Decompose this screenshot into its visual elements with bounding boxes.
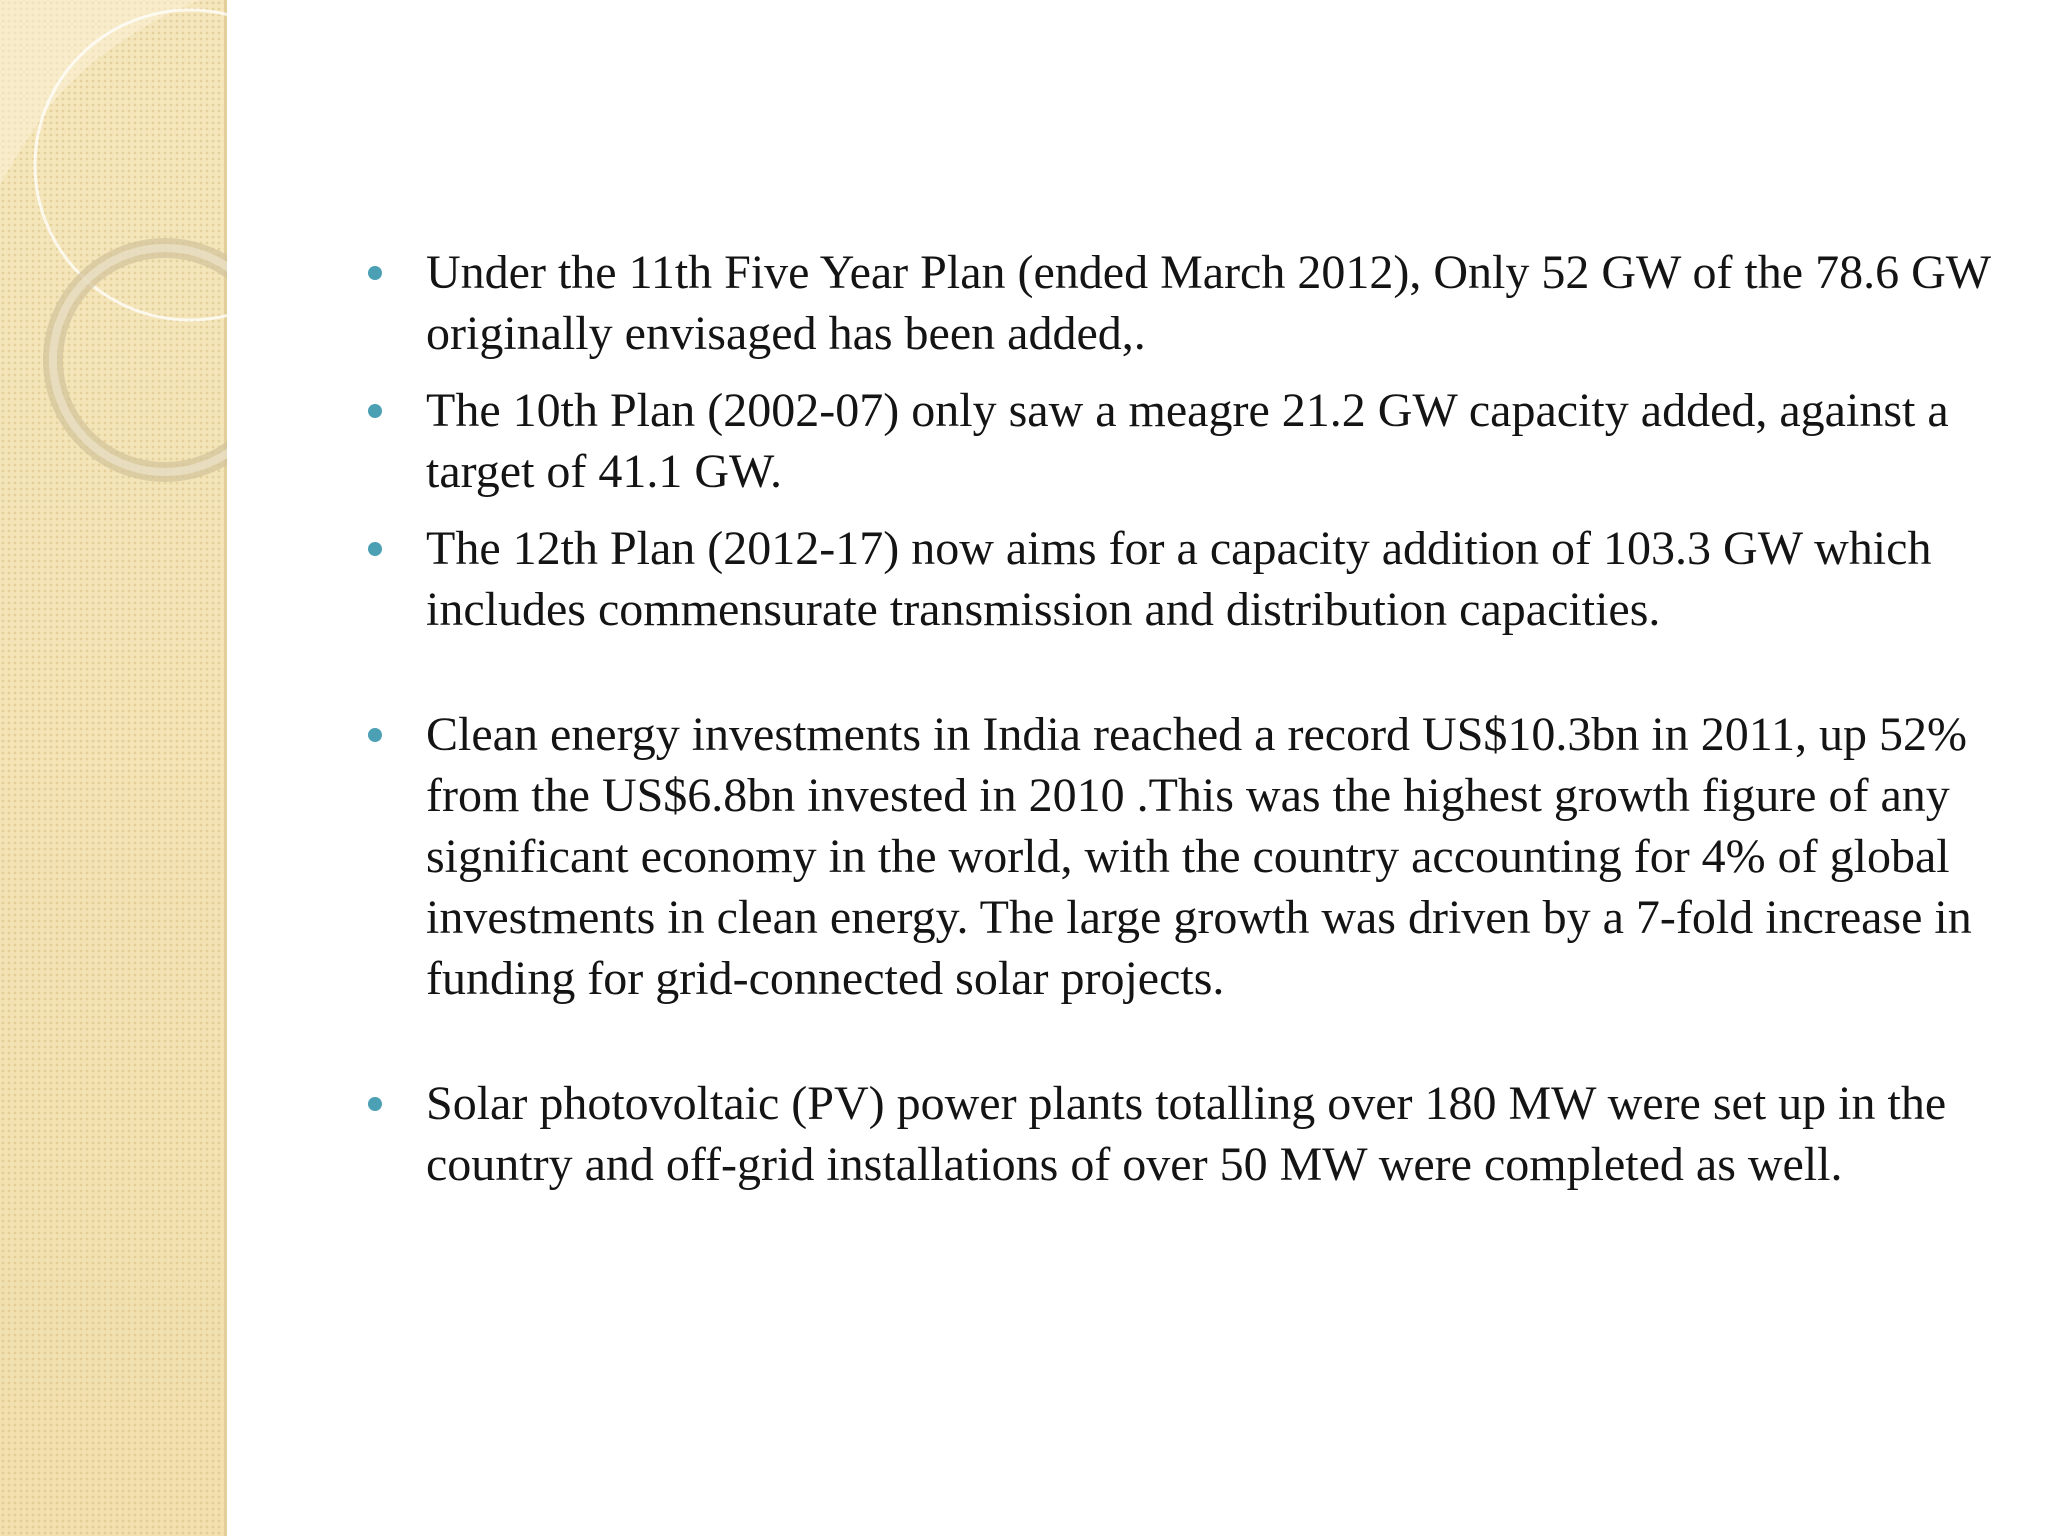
bullet-text: The 10th Plan (2002-07) only saw a meagre 21.2 GW capacity added, against a target of 41.1 GW. bbox=[426, 384, 1949, 498]
bullet-item bbox=[360, 518, 2000, 640]
decorative-thick-ring bbox=[53, 248, 227, 472]
bullet-text: Solar photovoltaic (PV) power plants totalling over 180 MW were set up in the country and off-grid installations of over 50 MW were completed as well. bbox=[426, 1077, 1947, 1191]
bullet-text: Under the 11th Five Year Plan (ended March 2012), Only 52 GW of the 78.6 GW originally envisaged has been added,. bbox=[426, 246, 1991, 360]
bullet-text: Clean energy investments in India reached a record US$10.3bn in 2011, up 52% from the US$6.8bn invested in 2010 .This was the highest growth figure of any significant economy in the world, with the country accounting for 4% of global investments in clean energy. The large growth was driven by a 7-fold increase in funding for grid-connected solar projects. bbox=[426, 708, 1972, 1005]
decorative-side-panel bbox=[0, 0, 227, 1536]
bullet-text: The 12th Plan (2012-17) now aims for a capacity addition of 103.3 GW which includes commensurate transmission and distribution capacities. bbox=[426, 522, 1932, 636]
bullet-dot-icon bbox=[368, 542, 382, 556]
slide-content bbox=[360, 242, 2000, 1211]
decorative-rings-graphic bbox=[0, 0, 227, 520]
decorative-lens-shape bbox=[0, 0, 200, 185]
bullet-dot-icon bbox=[368, 404, 382, 418]
bullet-dot-icon bbox=[368, 266, 382, 280]
bullet-item bbox=[360, 380, 2000, 502]
bullet-list bbox=[360, 242, 2000, 1195]
bullet-item bbox=[360, 704, 2000, 1009]
bullet-item bbox=[360, 242, 2000, 364]
bullet-dot-icon bbox=[368, 728, 382, 742]
bullet-item bbox=[360, 1073, 2000, 1195]
bullet-dot-icon bbox=[368, 1097, 382, 1111]
